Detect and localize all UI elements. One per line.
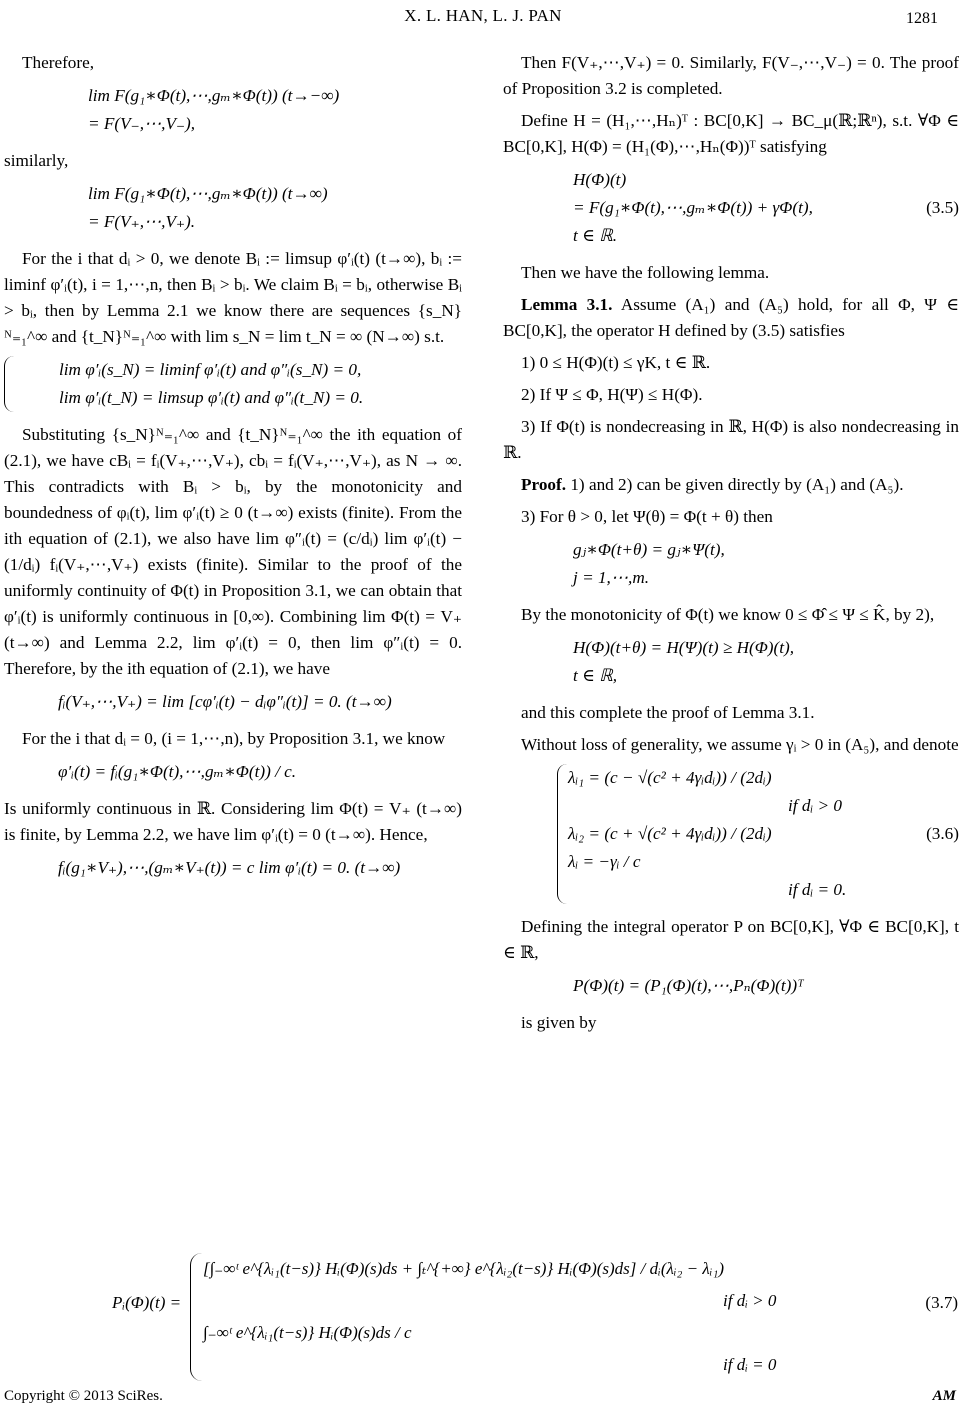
paragraph: Substituting {s_N}ᴺ₌₁^∞ and {t_N}ᴺ₌₁^∞ the ith equation of (2.1), we have cBᵢ = fᵢ(V₊,⋯,V₊), cbᵢ = fᵢ(V₊,⋯,V₊), as N → ∞. This contradicts with Bᵢ > bᵢ, by the monotonicity and boundedness of φᵢ(t), lim φ′ᵢ(t) ≥ 0 (t→∞) exists (finite). From the ith equation of (2.1), we also have lim φ″ᵢ(t) = (c/dᵢ) lim φ′ᵢ(t) − (1/dᵢ) fᵢ(V₊,⋯,V₊) exists (finite). Similar to the proof of the uniformly continuity of Φ(t) in Proposition 3.1, we can obtain that φ′ᵢ(t) is uniformly continuous in [0,∞). Combining lim Φ(t) = V₊ (t→∞) and Lemma 2.2, lim φ′ᵢ(t) = 0, then lim φ″ᵢ(t) = 0. Therefore, by the ith equation of (2.1), we have [4, 425, 462, 678]
equation-condition: if dᵢ = 0 [723, 1355, 777, 1374]
equation-number: (3.6) [926, 824, 959, 843]
lemma-heading: Lemma 3.1. [521, 295, 613, 314]
equation-line: t ∈ ℝ. [573, 226, 618, 245]
equation-line: ∫₋∞ᵗ e^{λᵢ₁(t−s)} Hᵢ(Φ)(s)ds / c [203, 1323, 412, 1342]
proof-paragraph [503, 472, 959, 498]
left-column [4, 50, 462, 892]
equation-line: lim F(g₁∗Φ(t),⋯,gₘ∗Φ(t)) (t→∞) [88, 184, 328, 203]
proof-text: 1) and 2) can be given directly by (A₁) and (A₅). [570, 475, 904, 494]
equation [4, 854, 462, 882]
cases-brace [190, 1253, 853, 1381]
equation-line: λᵢ₁ = (c − √(c² + 4γᵢdᵢ)) / (2dᵢ) [568, 768, 772, 787]
equation-line: φ′ᵢ(t) = fᵢ(g₁∗Φ(t),⋯,gₘ∗Φ(t)) / c. [58, 762, 297, 781]
equation-line: t ∈ ℝ, [573, 666, 618, 685]
equation-line: gⱼ∗Φ(t+θ) = gⱼ∗Ψ(t), [573, 540, 725, 559]
equation-condition: if dᵢ > 0 [788, 796, 842, 815]
equation-line: fᵢ(V₊,⋯,V₊) = lim [cφ′ᵢ(t) − dᵢφ″ᵢ(t)] = 0. (t→∞) [58, 692, 392, 711]
paragraph: and this complete the proof of Lemma 3.1. [521, 703, 815, 722]
paragraph: 3) For θ > 0, let Ψ(θ) = Φ(t + θ) then [521, 507, 773, 526]
list-item: 1) 0 ≤ H(Φ)(t) ≤ γK, t ∈ ℝ. [521, 353, 711, 372]
paragraph: similarly, [4, 151, 69, 170]
equation-line: λᵢ₂ = (c + √(c² + 4γᵢdᵢ)) / (2dᵢ) [568, 824, 772, 843]
equation-line: = F(V₊,⋯,V₊). [88, 212, 196, 231]
equation-condition: if dᵢ = 0. [788, 880, 847, 899]
equation-lhs: Pᵢ(Φ)(t) = [112, 1293, 182, 1312]
equation [4, 82, 462, 138]
equation-line: λᵢ = −γᵢ / c [568, 852, 641, 871]
paragraph: Therefore, [22, 53, 95, 72]
page-header [0, 6, 966, 32]
equation-line: lim φ′ᵢ(s_N) = liminf φ′ᵢ(t) and φ″ᵢ(s_N) = 0, [59, 360, 362, 379]
equation-line: fᵢ(g₁∗V₊),⋯,(gₘ∗V₊(t)) = c lim φ′ᵢ(t) = 0. (t→∞) [58, 858, 401, 877]
equation-system [4, 356, 462, 412]
paragraph: Then F(V₊,⋯,V₊) = 0. Similarly, F(V₋,⋯,V₋) = 0. The proof of Proposition 3.2 is completed. [503, 53, 959, 98]
paragraph: By the monotonicity of Φ(t) we know 0 ≤ Φ̂ ≤ Ψ ≤ K̂, by 2), [521, 605, 935, 624]
page-number: 1281 [906, 10, 938, 27]
equation [503, 972, 959, 1000]
list-item: 2) If Ψ ≤ Φ, H(Ψ) ≤ H(Φ). [521, 385, 703, 404]
equation-line: lim F(g₁∗Φ(t),⋯,gₘ∗Φ(t)) (t→−∞) [88, 86, 340, 105]
paragraph: Is uniformly continuous in ℝ. Considering lim Φ(t) = V₊ (t→∞) is finite, by Lemma 2.2, we have lim φ′ᵢ(t) = 0 (t→∞). Hence, [4, 799, 462, 844]
page-footer [0, 1388, 966, 1410]
equation [4, 758, 462, 786]
equation-number: (3.7) [925, 1293, 958, 1312]
equation [4, 180, 462, 236]
paragraph: Define H = (H₁,⋯,Hₙ)ᵀ : BC[0,K] → BC_μ(ℝ;ℝⁿ), s.t. ∀Φ ∈ BC[0,K], H(Φ) = (H₁(Φ),⋯,Hₙ(Φ))ᵀ satisfying [503, 111, 959, 156]
paragraph: For the i that dᵢ > 0, we denote Bᵢ := limsup φ′ᵢ(t) (t→∞), bᵢ := liminf φ′ᵢ(t), i = 1,⋯,n, then Bᵢ > bᵢ. We claim Bᵢ = bᵢ, otherwise Bᵢ > bᵢ, then by Lemma 2.1 we know there are sequences {s_N}ᴺ₌₁^∞ and {t_N}ᴺ₌₁^∞ with lim s_N = lim t_N = ∞ (N→∞) s.t. [4, 249, 462, 346]
paragraph: For the i that dᵢ = 0, (i = 1,⋯,n), by Proposition 3.1, we know [22, 729, 446, 748]
list-item: 3) If Φ(t) is nondecreasing in ℝ, H(Φ) is also nondecreasing in ℝ. [503, 417, 959, 462]
paragraph: Without loss of generality, we assume γᵢ > 0 in (A₅), and denote [521, 735, 959, 754]
equation [503, 536, 959, 592]
lemma-text: Assume (A₁) and (A₅) hold, for all Φ, Ψ ∈ BC[0,K], the operator H defined by (3.5) satisfies [503, 295, 959, 340]
equation-line: j = 1,⋯,m. [573, 568, 650, 587]
equation [4, 688, 462, 716]
equation-line: = F(g₁∗Φ(t),⋯,gₘ∗Φ(t)) + γΦ(t), [573, 198, 813, 217]
paragraph: Then we have the following lemma. [521, 263, 770, 282]
equation-line: P(Φ)(t) = (P₁(Φ)(t),⋯,Pₙ(Φ)(t))ᵀ [573, 976, 804, 995]
equation-condition: if dᵢ > 0 [723, 1291, 777, 1310]
lemma-paragraph [503, 292, 959, 344]
proof-heading: Proof. [521, 475, 567, 494]
running-title: X. L. HAN, L. J. PAN [404, 6, 562, 25]
equation-line: lim φ′ᵢ(t_N) = limsup φ′ᵢ(t) and φ″ᵢ(t_N) = 0. [59, 388, 364, 407]
cases-brace [557, 764, 959, 904]
equation-line: = F(V₋,⋯,V₋), [88, 114, 196, 133]
equation-line: [∫₋∞ᵗ e^{λᵢ₁(t−s)} Hᵢ(Φ)(s)ds + ∫ₜ^{+∞} e^{λᵢ₂(t−s)} Hᵢ(Φ)(s)ds] / dᵢ(λᵢ₂ − λᵢ₁) [203, 1259, 725, 1278]
equation-line: H(Φ)(t) [573, 170, 627, 189]
equation [503, 634, 959, 690]
journal-abbrev: AM [932, 1388, 956, 1404]
equation-number: (3.5) [926, 198, 959, 217]
equation-line: H(Φ)(t+θ) = H(Ψ)(t) ≥ H(Φ)(t), [573, 638, 795, 657]
paragraph: is given by [521, 1013, 597, 1032]
equation-3-5 [503, 166, 959, 250]
equation-3-6 [503, 764, 959, 904]
copyright: Copyright © 2013 SciRes. [4, 1388, 163, 1404]
right-column [503, 50, 959, 1042]
paragraph: Defining the integral operator P on BC[0,K], ∀Φ ∈ BC[0,K], t ∈ ℝ, [503, 917, 959, 962]
